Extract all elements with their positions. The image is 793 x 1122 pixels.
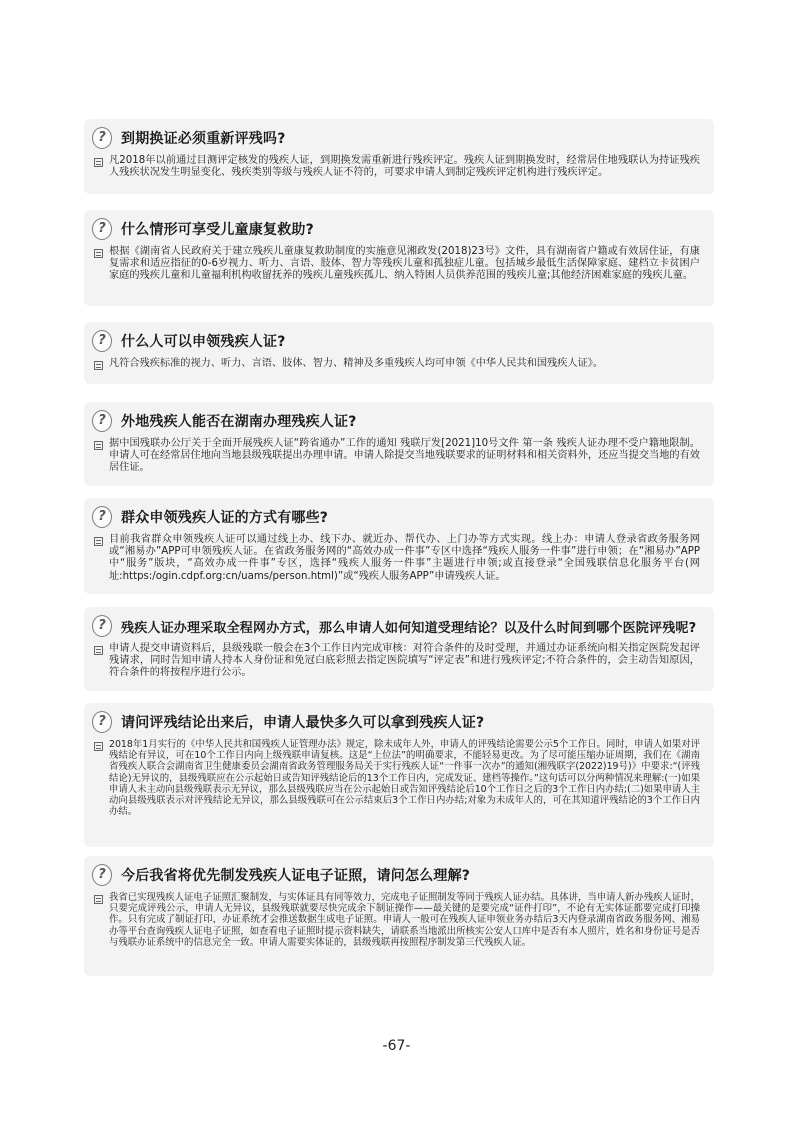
answer-row (94, 155, 700, 179)
question-row (92, 614, 696, 638)
answer-text: 根据《湖南省人民政府关于建立残疾儿童康复救助制度的实施意见湘政发(2018)23号》文件，具有湖南省户籍或有效居住证，有康复需求和适应指征的0-6岁视力、听力、言语、肢体、智力等残疾儿童和孤独症儿童。包括城乡最低生活保障家庭、建档立卡贫困户家庭的残疾儿童和儿童福利机构收留抚养的残疾儿童残疾孤儿、纳入特困人员供养范围的残疾儿童;其他经济困难家庭的残疾儿童。 (109, 246, 700, 282)
question-text: 今后我省将优先制发残疾人证电子证照，请问怎么理解? (121, 868, 471, 884)
document-note-icon (94, 158, 103, 167)
question-mark-icon: ? (92, 330, 112, 352)
answer-row (94, 438, 700, 475)
document-note-icon (94, 895, 103, 904)
answer-row (94, 643, 700, 680)
document-note-icon (94, 742, 103, 751)
question-row (92, 863, 470, 887)
answer-row (94, 739, 700, 817)
question-text: 什么人可以申领残疾人证? (121, 334, 286, 350)
question-mark-icon: ? (92, 506, 112, 528)
answer-text: 凡2018年以前通过目测评定核发的残疾人证，到期换发需重新进行残疾评定。残疾人证到期换发时，经常居住地残联认为持证残疾人残疾状况发生明显变化、残疾类别等级与残疾人证不符的，可要求申请人到制定残疾评定机构进行残疾评定。 (109, 155, 700, 179)
answer-row (94, 534, 700, 583)
document-note-icon (94, 646, 103, 655)
question-mark-icon: ? (92, 127, 112, 149)
question-mark-icon: ? (92, 711, 112, 733)
document-note-icon (94, 361, 103, 370)
answer-text: 目前我省群众申领残疾人证可以通过线上办、线下办、就近办、帮代办、上门办等方式实现。线上办：申请人登录省政务服务网或“湘易办”APP可申领残疾人证。在省政务服务网的“高效办成一件事”专区中选择“残疾人服务一件事”进行申领；在“湘易办”APP中“服务”版块，“高效办成一件事”专区，选择“残疾人服务一件事”主题进行申领;或直接登录“全国残联信息化服务平台(网址:https:/ogin.cdpf.org:cn/uams/person.html)”或“残疾人服务APP”申请残疾人证。 (109, 534, 700, 582)
qa-block-renew-certificate (84, 119, 714, 194)
document-note-icon (94, 249, 103, 258)
question-text: 请问评残结论出来后，申请人最快多久可以拿到残疾人证? (121, 715, 485, 731)
answer-text: 2018年1月实行的《中华人民共和国残疾人证管理办法》规定，除未成年人外，申请人的评残结论需要公示5个工作日。同时，申请人如果对评残结论有异议，可在10个工作日内向上级残联申请复核。这是“上位法”的明确要求，不能轻易更改。为了尽可能压缩办证周期，我们在《湖南省残疾人联合会湖南省卫生健康委员会湖南省政务管理服务局关于实行残疾人证“一件事一次办”的通知(湘残联字(2022)19号)》中要求:“(评残结论)无异议的，县级残联应在公示起始日或告知评残结论后的13个工作日内，完成发证、建档等操作。”这句话可以分两种情况来理解:(一)如果申请人未主动向县级残联表示无异议，那么县级残联应当在公示起始日或告知评残结论后10个工作日之后的3个工作日内办结;(二)如果申请人主动向县级残联表示对评残结论无异议，那么县级残联可在公示结束后3个工作日内办结;对象为未成年人的，可在其知道评残结论的3个工作日内办结。 (109, 739, 700, 818)
qa-block-application-methods (84, 498, 714, 594)
answer-row (94, 358, 700, 370)
question-mark-icon: ? (92, 218, 112, 240)
question-row (92, 329, 286, 353)
question-mark-icon: ? (92, 615, 112, 637)
answer-row (94, 892, 700, 948)
question-mark-icon: ? (92, 410, 112, 432)
answer-text: 我省已实现残疾人证电子证照汇聚制发，与实体证具有同等效力，完成电子证照制发等同于残疾人证办结。具体讲，当申请人新办残疾人证时，只要完成评残公示，申请人无异议，县级残联就要尽快完成余下制证操作——最关键的是要完成“证件打印”，不论有无实体证都要完成打印操作。只有完成了制证打印，办证系统才会推送数据生成电子证照。申请人一般可在残疾人证申领业务办结后3天内登录湖南省政务服务网、湘易办等平台查询残疾人证电子证照，如查看电子证照时提示资料缺失，请联系当地派出所核实公安人口库中是否有本人照片，姓名和身份证号是否与残联办证系统中的信息完全一致。申请人需要实体证的，县级残联再按照程序制发第三代残疾人证。 (109, 892, 700, 948)
qa-block-child-rehab-aid (84, 210, 714, 306)
qa-block-online-processing (84, 607, 714, 691)
question-text: 什么情形可享受儿童康复救助? (121, 222, 314, 238)
question-row (92, 217, 314, 241)
question-row (92, 505, 328, 529)
question-row (92, 409, 357, 433)
question-row (92, 126, 286, 150)
page-number: -67- (382, 1038, 411, 1054)
answer-text: 申请人提交申请资料后，县级残联一般会在3个工作日内完成审核：对符合条件的及时受理，并通过办证系统向相关指定医院发起评残请求，同时告知申请人持本人身份证和免冠白底彩照去指定医院填写“评定表”和进行残疾评定;不符合条件的，会主动告知原因，符合条件的将按程序进行公示。 (109, 643, 700, 679)
question-text: 到期换证必须重新评残吗? (121, 131, 286, 147)
qa-block-nonlocal-applicant (84, 402, 714, 486)
qa-block-certificate-timeline (84, 703, 714, 847)
qa-block-who-can-apply (84, 322, 714, 384)
question-text: 群众申领残疾人证的方式有哪些? (121, 510, 329, 526)
question-mark-icon: ? (92, 864, 112, 886)
question-row (92, 710, 484, 734)
answer-row (94, 246, 700, 283)
question-text: 残疾人证办理采取全程网办方式，那么申请人如何知道受理结论？以及什么时间到哪个医院评残呢? (121, 620, 697, 636)
qa-block-electronic-certificate (84, 856, 714, 976)
answer-text: 据中国残联办公厅关于全面开展残疾人证“跨省通办”工作的通知 残联厅发[2021]10号文件 第一条 残疾人证办理不受户籍地限制。申请人可在经常居住地向当地县级残联提出办理申请。申请人除提交当地残联要求的证明材料和相关资料外，还应当提交当地的有效居住证。 (109, 438, 700, 474)
answer-text: 凡符合残疾标准的视力、听力、言语、肢体、智力、精神及多重残疾人均可申领《中华人民共和国残疾人证》。 (109, 358, 604, 369)
document-note-icon (94, 537, 103, 546)
document-note-icon (94, 441, 103, 450)
question-text: 外地残疾人能否在湖南办理残疾人证? (121, 414, 357, 430)
